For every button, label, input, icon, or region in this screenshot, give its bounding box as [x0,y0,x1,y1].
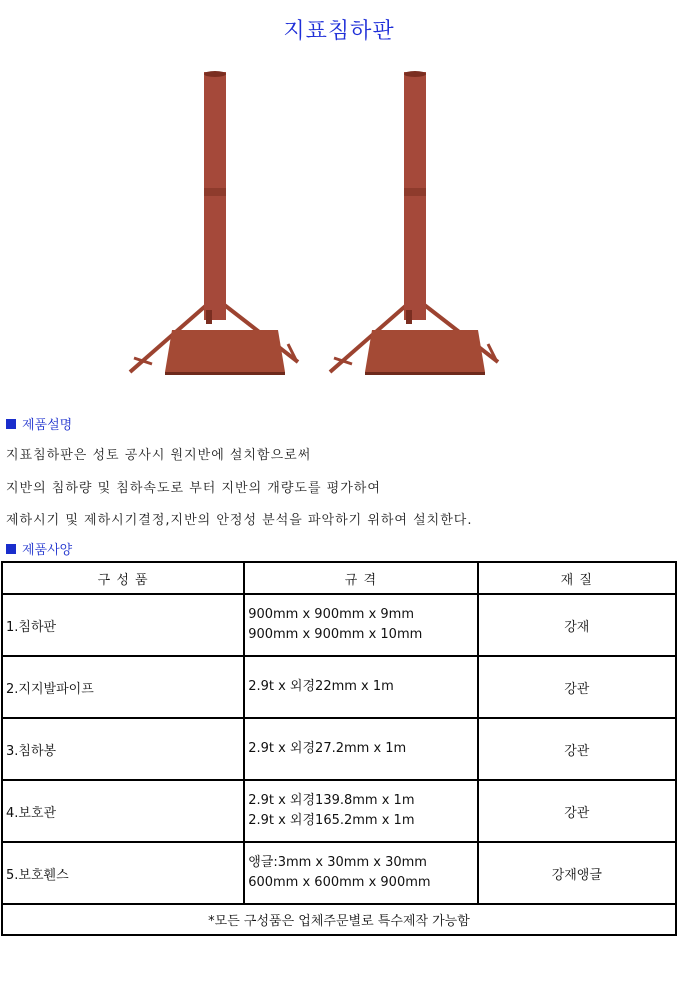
spec-line: 900mm x 900mm x 9mm [248,607,414,622]
spec-line: 2.9t x 외경22mm x 1m [248,679,394,694]
item-cell: 1.침하판 [2,594,244,656]
spec-line: 앵글:3mm x 30mm x 30mm [248,855,427,870]
spec-cell [244,842,477,904]
table-row [2,718,676,780]
table-note-row [2,904,676,935]
item-cell: 5.보호휀스 [2,842,244,904]
material-cell: 강관 [478,656,676,718]
spec-line: 2.9t x 외경165.2mm x 1m [248,813,415,828]
description-line: 지표침하판은 성토 공사시 원지반에 설치함으로써 [6,448,312,463]
table-row [2,594,676,656]
material-cell: 강재앵글 [478,842,676,904]
description-line: 제하시기 및 제하시기결정,지반의 안정성 분석을 파악하기 위하여 설치한다. [6,513,473,528]
settlement-plate-right [330,71,498,375]
column-header: 규 격 [244,562,477,594]
page-title: 지표침하판 [283,19,395,44]
settlement-plate-left [130,71,298,375]
section-heading-spec [6,539,72,558]
column-header: 구 성 품 [2,562,244,594]
square-bullet-icon [6,544,16,554]
material-cell: 강관 [478,718,676,780]
spec-line: 2.9t x 외경27.2mm x 1m [248,741,407,756]
item-cell: 4.보호관 [2,780,244,842]
material-cell: 강재 [478,594,676,656]
section-heading-description [6,414,72,433]
spec-cell [244,594,477,656]
product-photo [120,62,520,382]
square-bullet-icon [6,419,16,429]
item-cell: 2.지지발파이프 [2,656,244,718]
section-heading-label: 제품사양 [22,543,73,558]
material-cell: 강관 [478,780,676,842]
item-cell: 3.침하봉 [2,718,244,780]
section-heading-label: 제품설명 [22,418,73,433]
spec-table [1,561,677,936]
table-header-row [2,562,676,594]
column-header: 재 질 [478,562,676,594]
table-row [2,656,676,718]
spec-line: 900mm x 900mm x 10mm [248,627,423,642]
table-row [2,780,676,842]
spec-line: 2.9t x 외경139.8mm x 1m [248,793,415,808]
spec-cell [244,780,477,842]
description-line: 지반의 침하량 및 침하속도로 부터 지반의 개량도를 평가하여 [6,481,381,496]
spec-cell [244,656,477,718]
table-note: *모든 구성품은 업체주문별로 특수제작 가능함 [2,904,676,935]
spec-line: 600mm x 600mm x 900mm [248,875,431,890]
table-row [2,842,676,904]
spec-cell [244,718,477,780]
